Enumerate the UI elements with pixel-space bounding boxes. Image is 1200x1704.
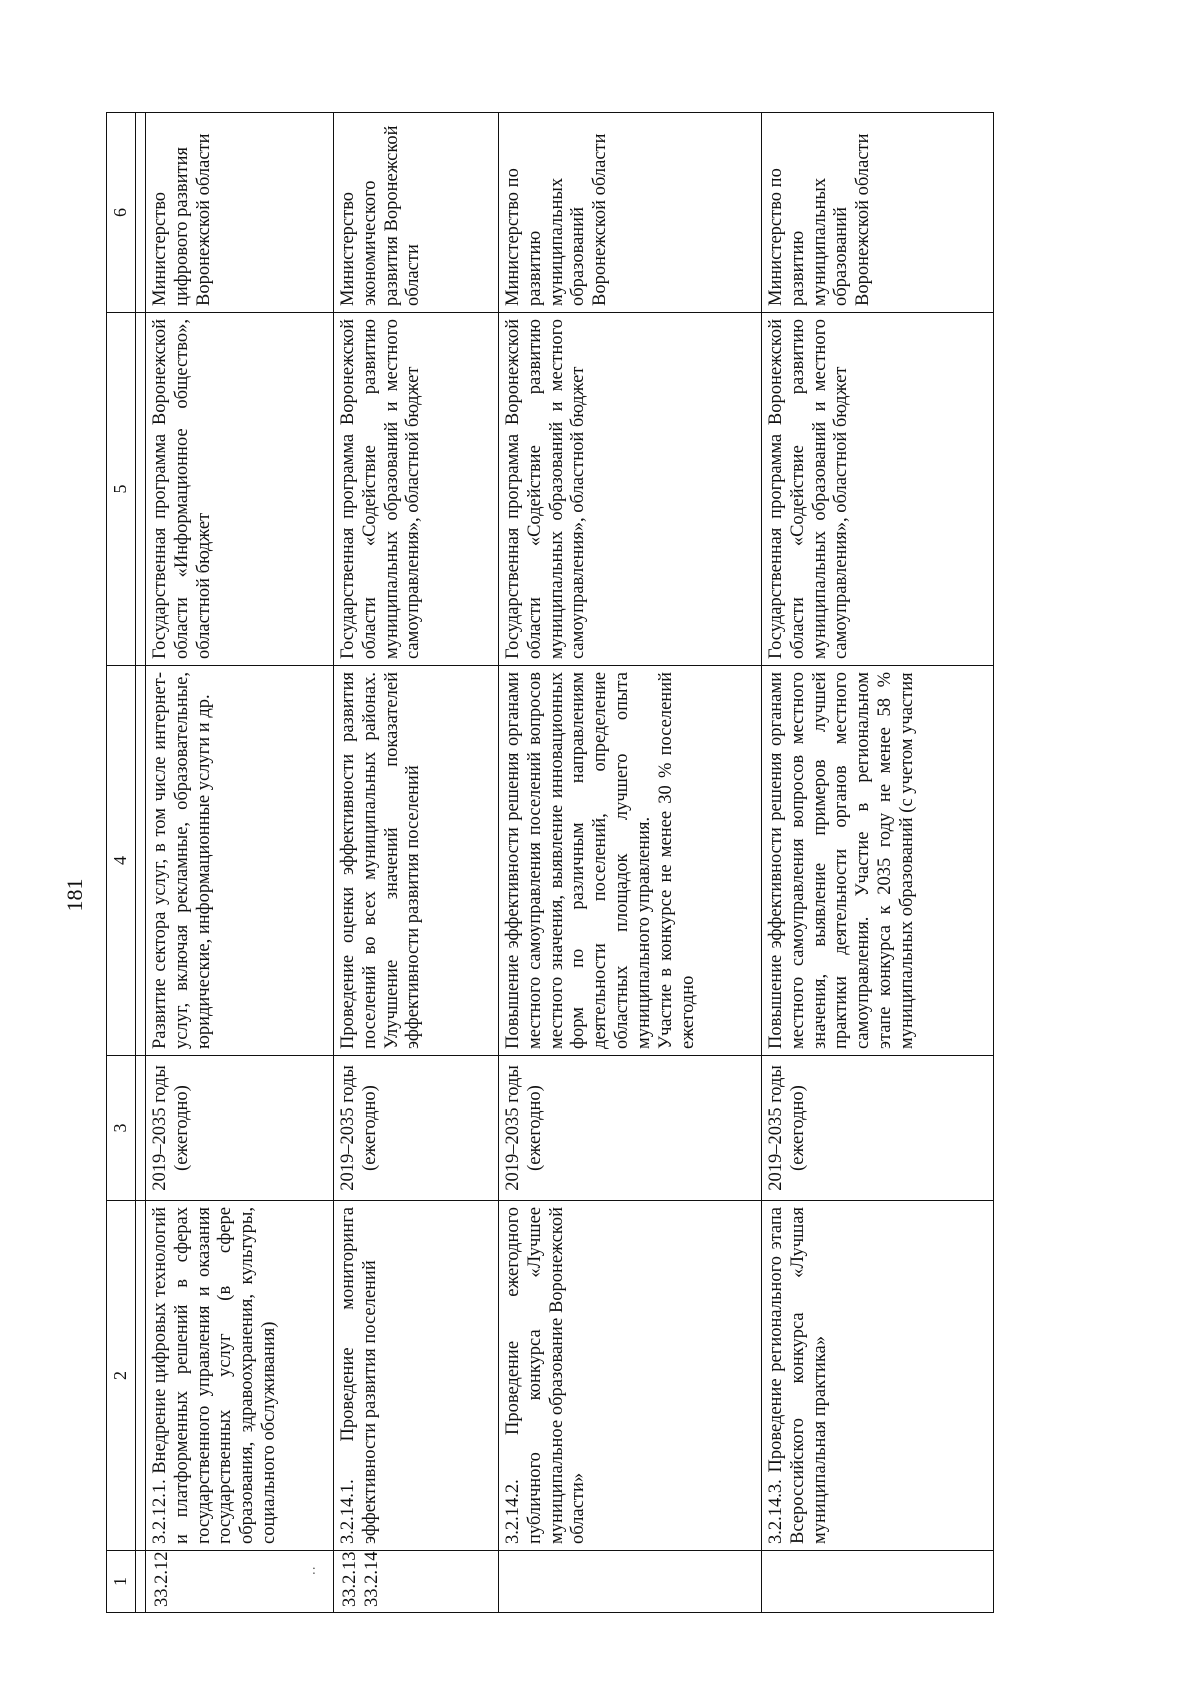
responsible-cell: Министерство цифрового развития Воронежской области — [146, 113, 334, 313]
row-number-cell — [499, 1551, 762, 1613]
column-number-1: 1 — [107, 1551, 136, 1613]
column-number-4: 4 — [107, 666, 136, 1056]
responsible-cell: Министерство экономического развития Воронежской области — [334, 113, 499, 313]
event-cell: 3.2.12.1. Внедрение цифровых технологий и платформенных решений в сферах государственного управления и оказания государственных услуг (в сфере образования, здравоохранения, культуры, социального обслуживания) — [146, 1201, 334, 1551]
event-cell: 3.2.14.1. Проведение мониторинга эффективности развития поселений — [334, 1201, 499, 1551]
row-number: 33.2.14 — [361, 1551, 382, 1607]
row-number: 33.2.12 — [152, 1551, 172, 1607]
header-spacer-row — [136, 113, 146, 1613]
period-cell: 2019–2035 годы (ежегодно) — [762, 1056, 994, 1201]
funding-source-cell: Государственная программа Воронежской области «Содействие развитию муниципальных образований и местного самоуправления», областной бюджет — [334, 313, 499, 666]
result-cell — [499, 666, 762, 1056]
column-number-5: 5 — [107, 313, 136, 666]
row-number: 33.2.13 — [340, 1551, 360, 1607]
funding-source-cell: Государственная программа Воронежской области «Информационное общество», областной бюджет — [146, 313, 334, 666]
result-participation-text: Участие в конкурсе не менее 30 % поселений ежегодно — [655, 672, 698, 1049]
page-number: 181 — [62, 878, 87, 912]
result-cell: Повышение эффективности решения органами местного самоуправления вопросов местного значения, выявление примеров лучшей практики деятельности органов местного самоуправления. Участие в региональном этапе конкурса к 2035 году не менее 58 % муниципальных образований (с учетом участия — [762, 666, 994, 1056]
period-cell: 2019–2035 годы (ежегодно) — [334, 1056, 499, 1201]
table-row — [762, 113, 994, 1613]
column-number-2: 2 — [107, 1201, 136, 1551]
result-cell: Проведение оценки эффективности развития поселений во всех муниципальных районах. Улучшение значений показателей эффективности развития поселений — [334, 666, 499, 1056]
row-number-cell — [146, 1551, 334, 1613]
column-number-3: 3 — [107, 1056, 136, 1201]
table-row — [146, 113, 334, 1613]
funding-source-cell: Государственная программа Воронежской области «Содействие развитию муниципальных образований и местного самоуправления», областной бюджет — [762, 313, 994, 666]
margin-mark: : — [312, 1563, 316, 1578]
row-number-cell — [762, 1551, 994, 1613]
responsible-cell: Министерство по развитию муниципальных образований Воронежской области — [499, 113, 762, 313]
period-cell: 2019–2035 годы (ежегодно) — [499, 1056, 762, 1201]
program-measures-table — [106, 112, 994, 1613]
result-cell: Развитие сектора услуг, в том числе интернет-услуг, включая рекламные, образовательные, юридические, информационные услуги и др. — [146, 666, 334, 1056]
column-number-row — [107, 113, 136, 1613]
event-cell: 3.2.14.3. Проведение регионального этапа Всероссийского конкурса «Лучшая муниципальная практика» — [762, 1201, 994, 1551]
event-cell: 3.2.14.2. Проведение ежегодного публичного конкурса «Лучшее муниципальное образование Воронежской области» — [499, 1201, 762, 1551]
funding-source-cell: Государственная программа Воронежской области «Содействие развитию муниципальных образований и местного самоуправления», областной бюджет — [499, 313, 762, 666]
table-row — [334, 113, 499, 1613]
period-cell: 2019–2035 годы (ежегодно) — [146, 1056, 334, 1201]
table-row — [499, 113, 762, 1613]
result-text: Повышение эффективности решения органами местного самоуправления поселений вопросов местного значения, выявление инновационных форм по различным направлениям деятельности поселений, определение областных площадок лучшего опыта муниципального управления. — [503, 672, 654, 1049]
responsible-cell: Министерство по развитию муниципальных образований Воронежской области — [762, 113, 994, 313]
row-number-cell — [334, 1551, 499, 1613]
column-number-6: 6 — [107, 113, 136, 313]
rotated-table-container — [106, 113, 986, 1613]
